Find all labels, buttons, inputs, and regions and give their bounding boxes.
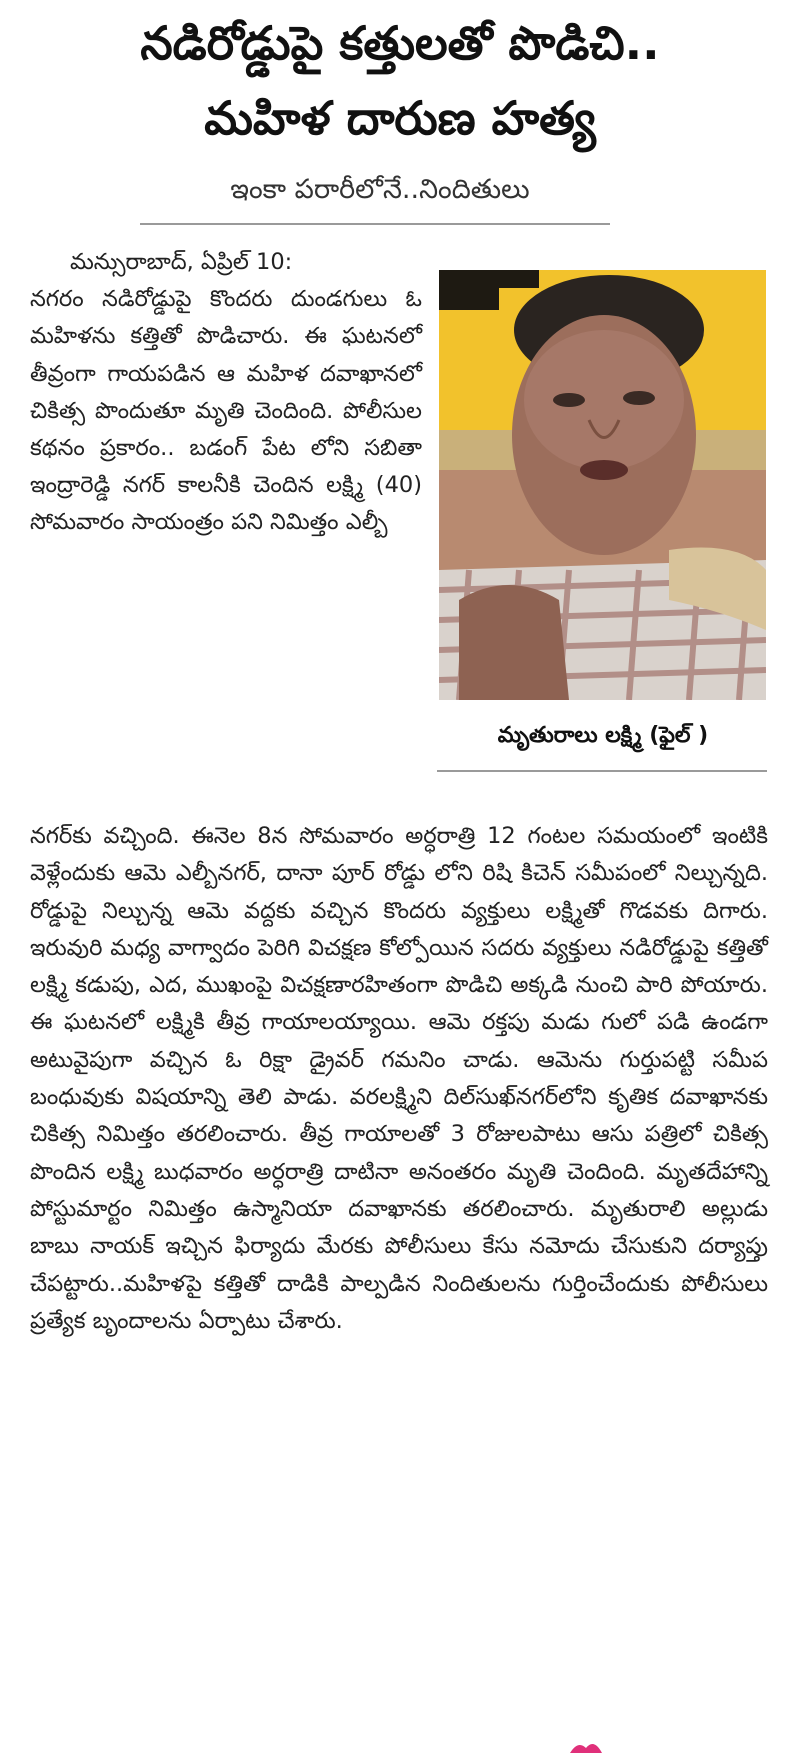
article-body-narrow <box>30 244 422 542</box>
page-corner-mark-icon <box>568 1738 604 1753</box>
portrait-illustration <box>439 270 766 700</box>
article-body-wide: నగర్‌కు వచ్చింది. ఈనెల 8న సోమవారం అర్ధరాత్రి 12 గంటల సమయంలో ఇంటికి వెళ్లేందుకు ఆమె ఎల్బీనగర్, దానా పూర్ రోడ్డు లోని రిషి కిచెన్ సమీపంలో నిల్చున్నది. రోడ్డుపై నిల్చున్న ఆమె వద్దకు వచ్చిన కొందరు వ్యక్తులు లక్ష్మితో గొడవకు దిగారు. ఇరువురి మధ్య వాగ్వాదం పెరిగి విచక్షణ కోల్పోయిన సదరు వ్యక్తులు నడిరోడ్డుపై కత్తితో లక్ష్మి కడుపు, ఎద, ముఖంపై విచక్షణారహితంగా పొడిచి అక్కడి నుంచి పారి పోయారు. ఈ ఘటనలో లక్ష్మికి తీవ్ర గాయాలయ్యాయి. ఆమె రక్తపు మడు గులో పడి ఉండగా అటువైపుగా వచ్చిన ఓ రిక్షా డ్రైవర్ గమనిం చాడు. ఆమెను గుర్తుపట్టి సమీప బంధువుకు విషయాన్ని తెలి పాడు. వరలక్ష్మిని దిల్‌సుఖ్‌నగర్‌లోని కృతిక దవాఖానకు చికిత్స నిమిత్తం తరలించారు. తీవ్ర గాయాలతో 3 రోజులపాటు ఆసు పత్రిలో చికిత్స పొందిన లక్ష్మి బుధవారం అర్ధరాత్రి దాటినా అనంతరం మృతి చెందింది. మృతదేహాన్ని పోస్టుమార్టం నిమిత్తం ఉస్మానియా దవాఖానకు తరలించారు. మృతురాలి అల్లుడు బాబు నాయక్ ఇచ్చిన ఫిర్యాదు మేరకు పోలీసులు కేసు నమోదు చేసుకుని దర్యాప్తు చేపట్టారు..మహిళపై కత్తితో దాడికి పాల్పడిన నిందితులను గుర్తించేందుకు పోలీసులు ప్రత్యేక బృందాలను ఏర్పాటు చేశారు. <box>30 823 768 1334</box>
caption-rule <box>437 770 767 772</box>
dateline: మన్సురాబాద్, ఏప్రిల్ 10: <box>70 249 293 275</box>
headline-line-1: నడిరోడ్డుపై కత్తులతో పొడిచి.. <box>140 16 660 70</box>
photo-caption: మృతురాలు లక్ష్మి (ఫైల్ ) <box>497 723 709 748</box>
body-paragraph-narrow: నగరం నడిరోడ్డుపై కొందరు దుండగులు ఓ మహిళను కత్తితో పొడిచారు. ఈ ఘటనలో తీవ్రంగా గాయపడిన ఆ మహిళ దవాఖానలో చికిత్స పొందుతూ మృతి చెందింది. పోలీసుల కథనం ప్రకారం.. బడంగ్ పేట లోని సబితా ఇంద్రారెడ్డి నగర్ కాలనీకి చెందిన లక్ష్మి (40) సోమవారం సాయంత్రం పని నిమిత్తం ఎల్బీ <box>30 286 422 536</box>
subheadline: ఇంకా పరారీలోనే..నిందితులు <box>230 174 530 205</box>
victim-photo <box>439 270 766 700</box>
subheadline-rule <box>140 223 610 225</box>
headline-line-2: మహిళ దారుణ హత్య <box>204 91 596 145</box>
